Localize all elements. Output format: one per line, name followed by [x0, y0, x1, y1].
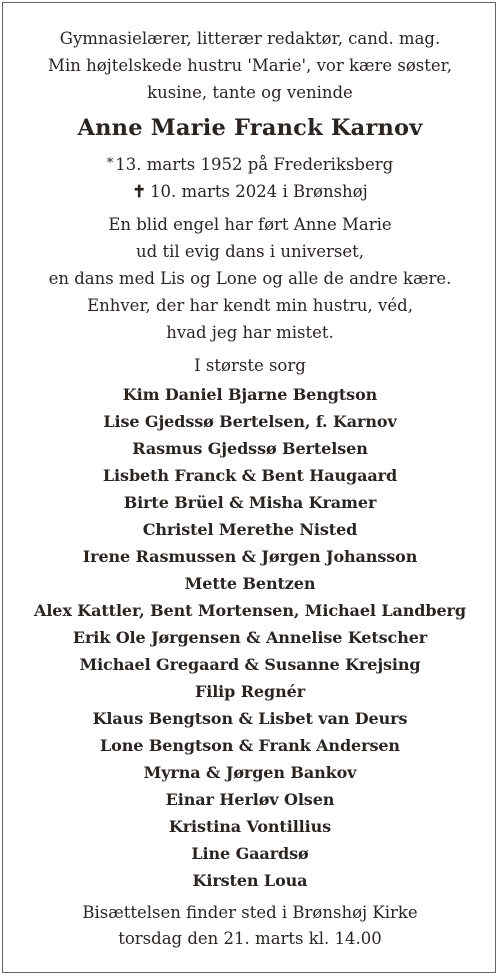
mourner-name: Lone Bengtson & Frank Andersen — [100, 736, 400, 755]
mourner-name: Lisbeth Franck & Bent Haugaard — [102, 466, 398, 485]
sorrow-line: I største sorg — [194, 356, 306, 375]
mourner-name: Kristina Vontillius — [168, 817, 332, 836]
intro-line: Min højtelskede hustru 'Marie', vor kære søster, — [48, 56, 452, 75]
mourner-name: Christel Merethe Nisted — [142, 520, 358, 539]
birth-star-icon: * — [106, 156, 114, 171]
mourner-name: Kirsten Loua — [192, 871, 308, 890]
mourner-name: Erik Ole Jørgensen & Annelise Ketscher — [72, 628, 428, 647]
mourner-name: Einar Herløv Olsen — [165, 790, 335, 809]
deceased-name: Anne Marie Franck Karnov — [77, 115, 423, 141]
poem-line: hvad jeg har mistet. — [166, 323, 334, 342]
mourner-name: Kim Daniel Bjarne Bengtson — [122, 385, 378, 404]
mourner-name: Irene Rasmussen & Jørgen Johansson — [82, 547, 418, 566]
death-text: 10. marts 2024 i Brønshøj — [150, 182, 368, 201]
mourner-name: Line Gaardsø — [191, 844, 309, 863]
mourner-name: Myrna & Jørgen Bankov — [143, 763, 357, 782]
intro-line: kusine, tante og veninde — [147, 83, 353, 102]
birth-line — [0, 150, 500, 178]
mourner-name: Filip Regnér — [194, 682, 306, 701]
funeral-line: Bisættelsen finder sted i Brønshøj Kirke — [82, 903, 418, 922]
poem-line: En blid engel har ført Anne Marie — [108, 215, 392, 234]
mourner-name: Alex Kattler, Bent Mortensen, Michael Landberg — [34, 601, 466, 620]
cross-icon: ✝ — [132, 182, 147, 201]
birth-text: 13. marts 1952 på Frederiksberg — [115, 155, 394, 174]
funeral-line: torsdag den 21. marts kl. 14.00 — [118, 929, 382, 948]
poem-line: en dans med Lis og Lone og alle de andre kære. — [48, 269, 452, 288]
mourner-name: Birte Brüel & Misha Kramer — [123, 493, 377, 512]
life-dates — [0, 150, 500, 205]
mourner-name: Klaus Bengtson & Lisbet van Deurs — [92, 709, 408, 728]
mourner-name: Lise Gjedssø Bertelsen, f. Karnov — [103, 412, 397, 431]
poem-line: ud til evig dans i universet, — [136, 242, 364, 261]
funeral-info — [0, 900, 500, 952]
poem-line: Enhver, der har kendt min hustru, véd, — [87, 296, 413, 315]
intro-line: Gymnasielærer, litterær redaktør, cand. mag. — [59, 29, 441, 48]
mourner-name: Michael Gregaard & Susanne Krejsing — [79, 655, 421, 674]
mourner-name: Rasmus Gjedssø Bertelsen — [132, 439, 368, 458]
death-line — [0, 178, 500, 205]
mourner-list — [0, 381, 500, 894]
poem — [0, 211, 500, 346]
intro-text — [0, 25, 500, 106]
mourner-name: Mette Bentzen — [184, 574, 316, 593]
